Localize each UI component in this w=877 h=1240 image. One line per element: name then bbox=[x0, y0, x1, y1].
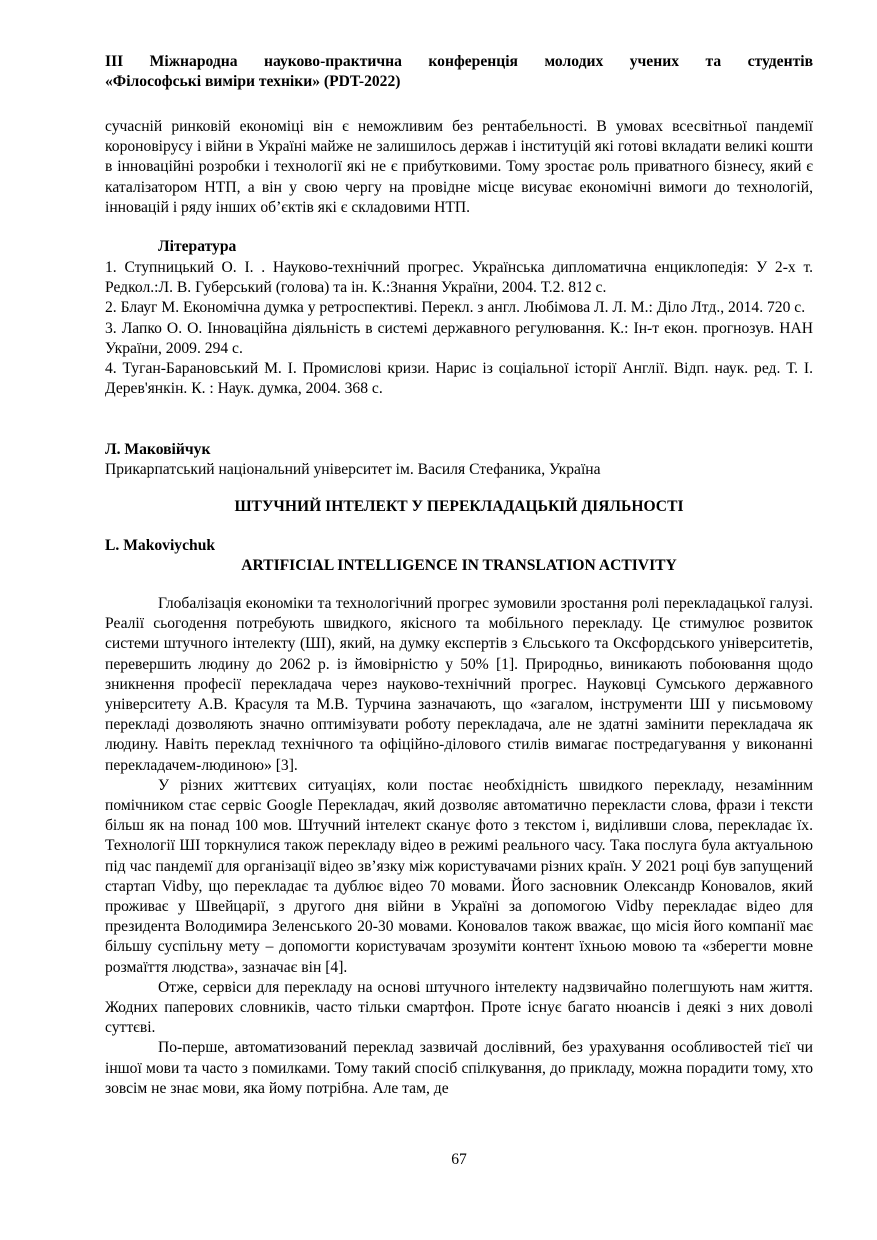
reference-item: 4. Туган-Барановський М. І. Промислові кризи. Нарис із соціальної історії Англії. Відп. наук. ред. Т. І. Дерев'янкін. К. : Наук. думка, 2004. 368 с. bbox=[105, 360, 813, 398]
reference-item: 2. Блауг М. Економічна думка у ретроспективі. Перекл. з англ. Любімова Л. Л. М.: Діло Лтд., 2014. 720 с. bbox=[105, 299, 806, 317]
author-affiliation: Прикарпатський національний університет ім. Василя Стефаника, Україна bbox=[105, 461, 601, 478]
body-paragraph: У різних життєвих ситуаціях, коли постає необхідність швидкого перекладу, незамінним помічником стає сервіс Google Перекладач, який дозволяє автоматично перекласти слова, фрази і тексти більш як на понад 100 мов. Штучний інтелект сканує фото з текстом і, виділивши слова, перекладає їх. Технології ШІ торкнулися також перекладу відео в режимі реального часу. Така послуга була актуальною під час пандемії для організації відео зв’язку між користувачами різних країн. У 2021 році був запущений стартап Vidby, що перекладає та дублює відео 70 мовами. Його засновник Олександр Коновалов, який проживає у Швейцарії, з другого дня війни в Україні за допомогою Vidby перекладає відео для президента Володимира Зеленського 20-30 мовами. Коновалов також вважає, що місія його компанії має більшу суспільну мету – допомогти користувачам зрозуміти контент їхньою мовою та «зберегти мовне розмаїття людства», зазначає він [4]. bbox=[105, 776, 813, 976]
header-line-2: «Філософські виміри техніки» (PDT-2022) bbox=[105, 73, 401, 90]
body-paragraph: По-перше, автоматизований переклад зазвичай дослівний, без урахування особливостей тієї чи іншої мови та часто з помилками. Тому такий спосіб спілкування, до прикладу, можна порадити тому, хто зовсім не знає мови, яка йому потрібна. Але там, де bbox=[105, 1039, 813, 1097]
literature-heading: Література bbox=[158, 238, 237, 255]
body-paragraph: Отже, сервіси для перекладу на основі штучного інтелекту надзвичайно полегшують нам життя. Жодних паперових словників, часто тільки смартфон. Проте існує багато нюансів і деякі з них доволі суттєві. bbox=[105, 978, 813, 1037]
reference-list bbox=[105, 258, 813, 399]
reference-item: 1. Ступницький О. І. . Науково-технічний прогрес. Українська дипломатична енциклопедія: У 2-х т. Редкол.:Л. В. Губерський (голова) та ін. К.:Знання України, 2004. Т.2. 812 с. bbox=[105, 259, 813, 297]
author-name-ua: Л. Маковійчук bbox=[105, 441, 211, 458]
page-number: 67 bbox=[451, 1151, 467, 1168]
running-header bbox=[105, 52, 813, 92]
header-line-1: ІІІ Міжнародна науково-практична конференція молодих учених та студентів bbox=[105, 53, 813, 70]
article-body bbox=[105, 594, 813, 1099]
body-paragraph: Глобалізація економіки та технологічний прогрес зумовили зростання ролі перекладацької галузі. Реалії сьогодення потребують швидкого, якісного та мобільного перекладу. Це стимулює розвиток системи штучного інтелекту (ШІ), який, на думку експертів з Єльського та Оксфордського університетів, перевершить людину до 2062 р. із ймовірністю у 50% [1]. Природньо, виникають побоювання щодо зникнення професії перекладача через науково-технічний прогрес. Науковці Сумського державного університету А.В. Красуля та М.В. Турчина зазначають, що «загалом, інструменти ШІ у письмовому перекладі дозволяють значно оптимізувати роботу перекладача, але не здатні замінити перекладача як людину. Навіть переклад технічного та офіційно-ділового стилів вимагає постредагування у виконанні перекладачем-людиною» [3]. bbox=[105, 595, 813, 774]
reference-item: 3. Лапко О. О. Інноваційна діяльність в системі державного регулювання. К.: Ін-т екон. прогнозув. НАН України, 2009. 294 с. bbox=[105, 319, 813, 357]
author-name-en: L. Makoviychuk bbox=[105, 537, 216, 554]
article-title-en: ARTIFICIAL INTELLIGENCE IN TRANSLATION ACTIVITY bbox=[241, 557, 677, 574]
intro-paragraph: сучасній ринковій економіці він є неможливим без рентабельності. В умовах всесвітньої пандемії короновірусу і війни в Україні майже не залишилось держав і інституцій які готові вкладати великі кошти в інноваційні розробки і технології які не є прибутковими. Тому зростає роль приватного бізнесу, який є каталізатором НТП, а він у свою чергу на провідне місце висуває економічні вимоги до технологій, інновацій і ряду інших об’єктів які є складовими НТП. bbox=[105, 118, 813, 216]
article-title-ua: ШТУЧНИЙ ІНТЕЛЕКТ У ПЕРЕКЛАДАЦЬКІЙ ДІЯЛЬНОСТІ bbox=[234, 498, 684, 515]
